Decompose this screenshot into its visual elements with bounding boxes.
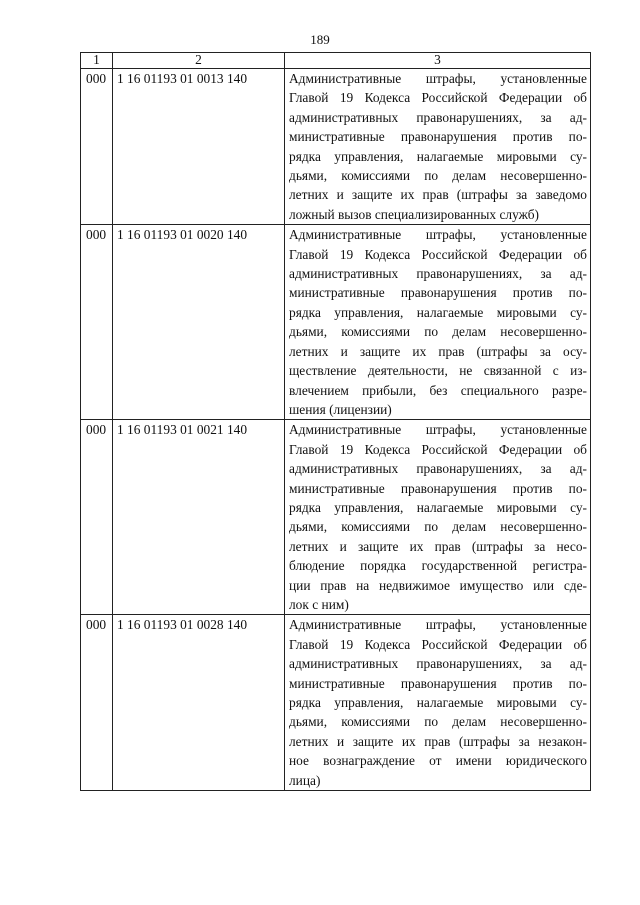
page-number: 189 <box>310 32 330 47</box>
row-number-cell: 000 <box>81 615 113 791</box>
table-header-row <box>81 53 591 69</box>
description-line: летних и защите их прав (штрафы за несо- <box>289 538 587 554</box>
description-line: ное вознаграждение от имени юридического <box>289 753 587 769</box>
description-line: рядка управления, налагаемые мировыми су- <box>289 695 587 710</box>
description-line: Административные штрафы, установленные <box>289 422 587 438</box>
description-line: дьями, комиссиями по делам несовершенно- <box>289 519 587 535</box>
classification-table <box>80 52 591 791</box>
description-line: административных правонарушениях, за ад- <box>289 266 587 282</box>
description-line: дьями, комиссиями по делам несовершенно- <box>289 324 587 340</box>
description-line: Главой 19 Кодекса Российской Федерации об <box>289 636 587 652</box>
table-row <box>81 420 591 615</box>
classification-code-cell: 1 16 01193 01 0021 140 <box>113 420 285 615</box>
description-line: министративные правонарушения против по- <box>289 480 587 496</box>
description-line: летних и защите их прав (штрафы за незакон- <box>289 733 587 749</box>
description-line: ложный вызов специализированных служб) <box>289 206 539 222</box>
row-number-cell: 000 <box>81 420 113 615</box>
description-line: ции прав на недвижимое имущество или сде- <box>289 577 587 593</box>
description-line: лица) <box>289 772 321 788</box>
description-line: Главой 19 Кодекса Российской Федерации об <box>289 246 587 262</box>
description-line: блюдение порядка государственной регистра- <box>289 558 587 574</box>
table-body <box>81 69 591 791</box>
table-header <box>81 53 591 69</box>
description-line: летних и защите их прав (штрафы за заведомо <box>289 187 587 203</box>
description-line: рядка управления, налагаемые мировыми су- <box>289 148 587 164</box>
description-line: административных правонарушениях, за ад- <box>289 656 587 672</box>
row-number-cell: 000 <box>81 225 113 420</box>
description-line: Административные штрафы, установленные <box>289 617 587 633</box>
description-line: административных правонарушениях, за ад- <box>289 461 587 477</box>
description-line: Административные штрафы, установленные <box>289 71 587 86</box>
description-line: летних и защите их прав (штрафы за осу- <box>289 343 587 359</box>
classification-code-cell: 1 16 01193 01 0020 140 <box>113 225 285 420</box>
table-row <box>81 225 591 420</box>
row-number-cell: 000 <box>81 69 113 225</box>
description-line: рядка управления, налагаемые мировыми су- <box>289 304 587 320</box>
description-line: влечением прибыли, без специального разре- <box>289 382 587 398</box>
description-line: шения (лицензии) <box>289 401 392 417</box>
description-cell <box>285 69 591 225</box>
description-line: рядка управления, налагаемые мировыми су- <box>289 499 587 515</box>
column-header-2: 2 <box>113 53 285 69</box>
description-cell <box>285 615 591 791</box>
description-line: дьями, комиссиями по делам несовершенно- <box>289 168 587 184</box>
description-line: Главой 19 Кодекса Российской Федерации об <box>289 90 587 106</box>
classification-code-cell: 1 16 01193 01 0028 140 <box>113 615 285 791</box>
description-line: административных правонарушениях, за ад- <box>289 109 587 125</box>
description-line: министративные правонарушения против по- <box>289 129 587 145</box>
column-header-1: 1 <box>81 53 113 69</box>
description-cell <box>285 420 591 615</box>
description-line: министративные правонарушения против по- <box>289 285 587 301</box>
description-cell <box>285 225 591 420</box>
column-header-3: 3 <box>285 53 591 69</box>
description-line: Административные штрафы, установленные <box>289 227 587 243</box>
description-line: лок с ним) <box>289 596 349 612</box>
table-row <box>81 615 591 791</box>
classification-code-cell: 1 16 01193 01 0013 140 <box>113 69 285 225</box>
description-line: Главой 19 Кодекса Российской Федерации об <box>289 441 587 457</box>
description-line: министративные правонарушения против по- <box>289 675 587 691</box>
table-row <box>81 69 591 225</box>
description-line: ществление деятельности, не связанной с из- <box>289 363 587 379</box>
description-line: дьями, комиссиями по делам несовершенно- <box>289 714 587 730</box>
